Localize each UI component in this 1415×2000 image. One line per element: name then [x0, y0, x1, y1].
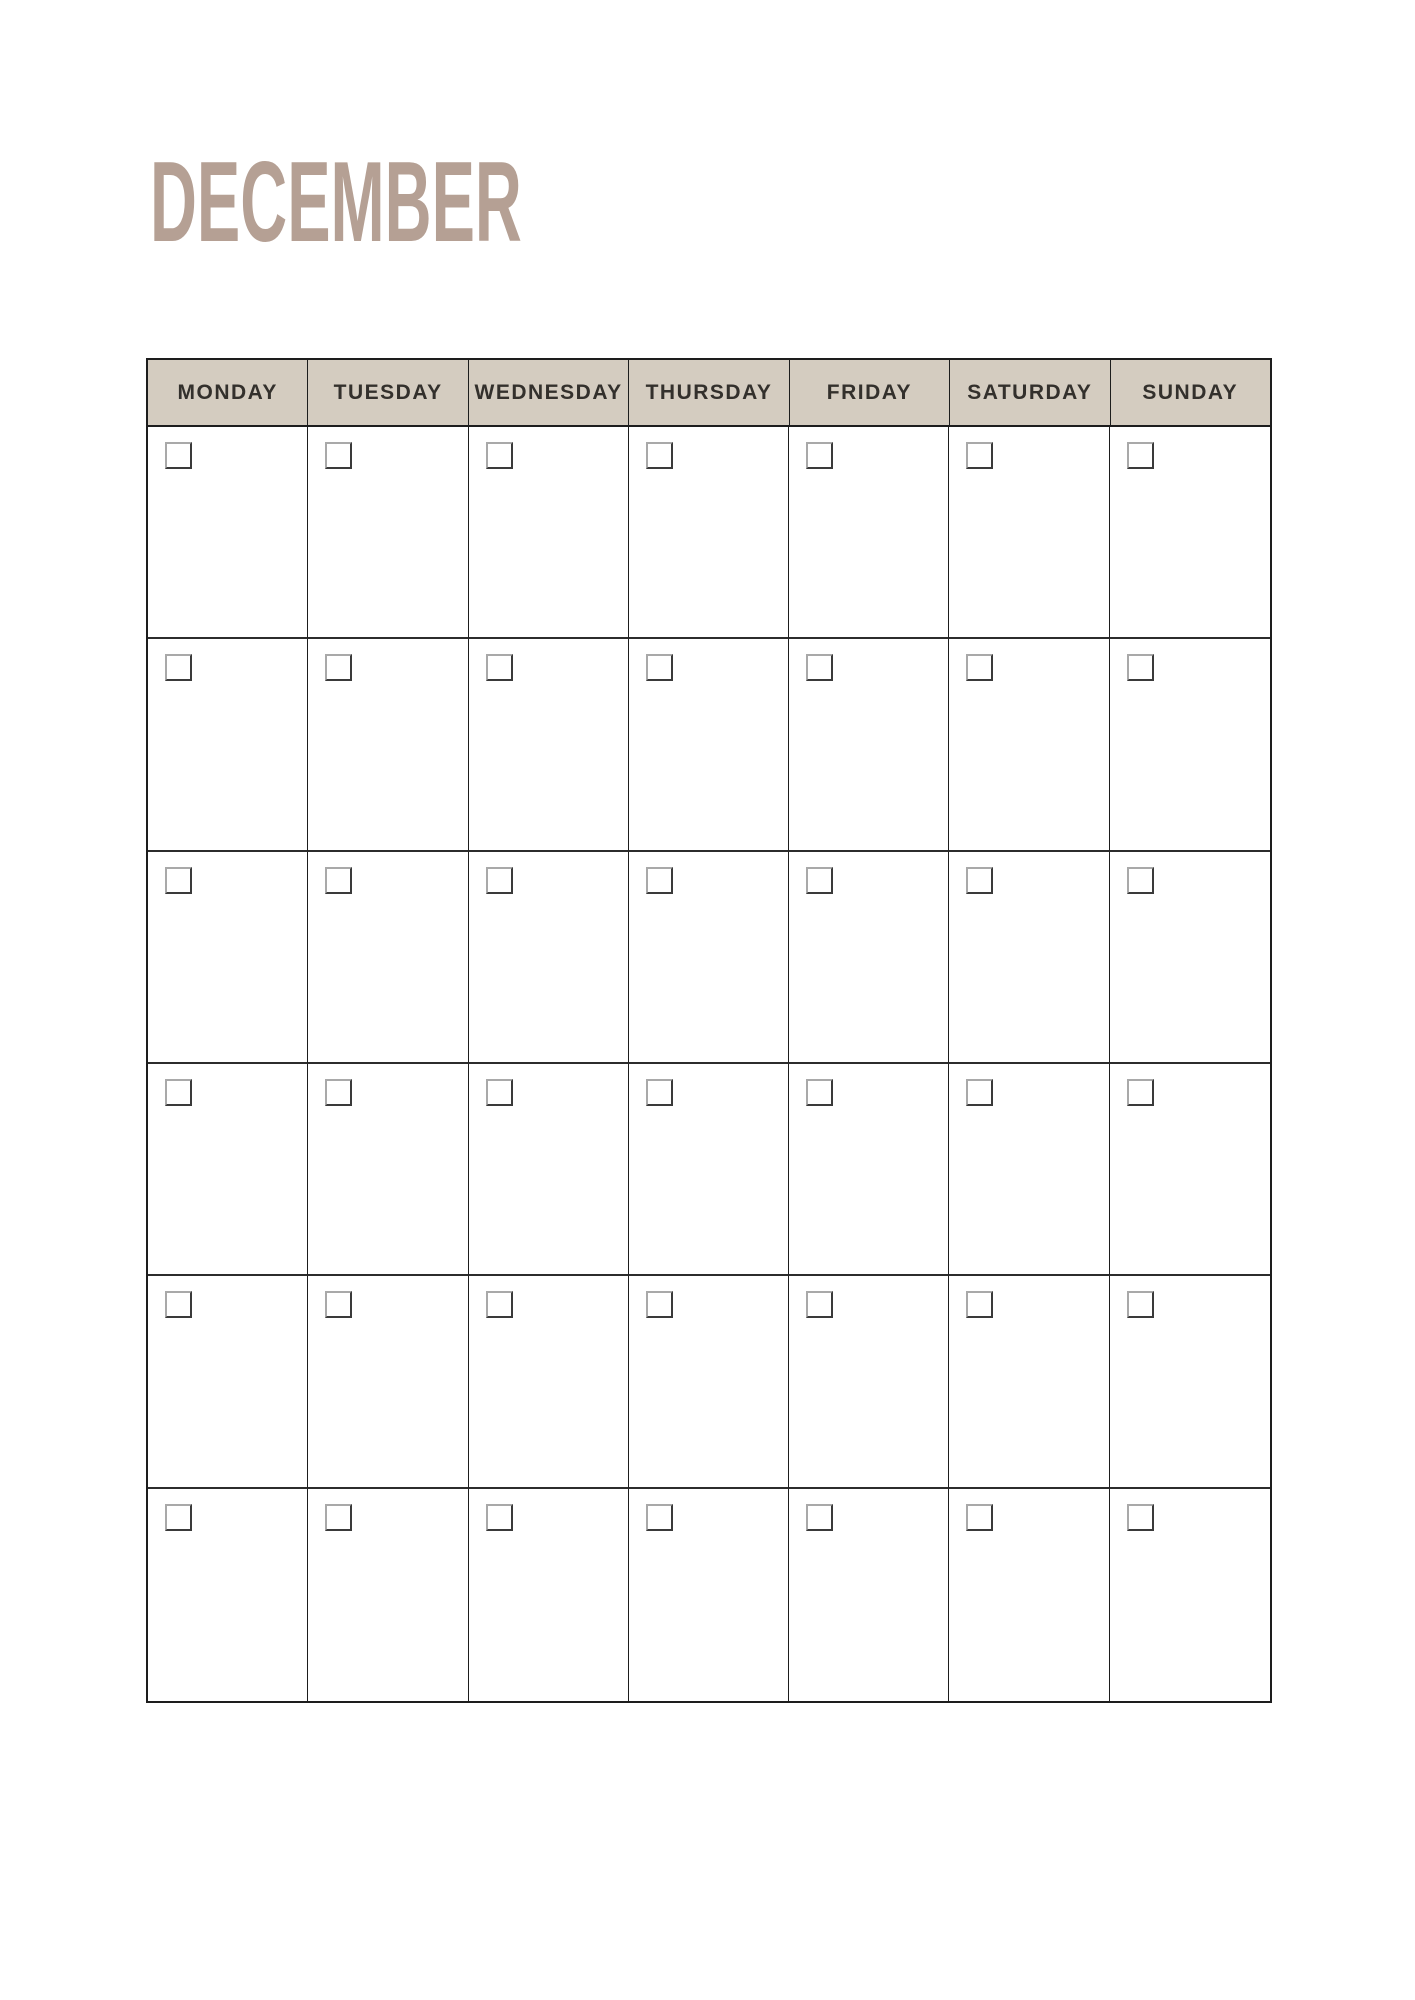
calendar-cell[interactable] [949, 639, 1109, 851]
day-checkbox[interactable] [325, 1291, 352, 1318]
calendar-cell[interactable] [308, 1064, 468, 1276]
calendar-cell[interactable] [308, 1489, 468, 1701]
calendar-cell[interactable] [148, 1064, 308, 1276]
calendar-cell[interactable] [308, 1276, 468, 1488]
calendar-cell[interactable] [949, 427, 1109, 639]
day-checkbox[interactable] [165, 654, 192, 681]
day-checkbox[interactable] [165, 867, 192, 894]
day-checkbox[interactable] [486, 654, 513, 681]
day-checkbox[interactable] [646, 442, 673, 469]
calendar-cell[interactable] [1110, 1064, 1270, 1276]
calendar-cell[interactable] [789, 427, 949, 639]
calendar-cell[interactable] [629, 1064, 789, 1276]
calendar-cell[interactable] [308, 852, 468, 1064]
calendar-cell[interactable] [1110, 1489, 1270, 1701]
calendar-cell[interactable] [949, 1489, 1109, 1701]
day-checkbox[interactable] [646, 1291, 673, 1318]
day-checkbox[interactable] [966, 442, 993, 469]
day-checkbox[interactable] [165, 1291, 192, 1318]
day-header-monday: MONDAY [148, 360, 308, 425]
day-checkbox[interactable] [1127, 1291, 1154, 1318]
day-checkbox[interactable] [325, 1504, 352, 1531]
day-checkbox[interactable] [966, 654, 993, 681]
day-checkbox[interactable] [646, 1504, 673, 1531]
calendar-cell[interactable] [469, 1489, 629, 1701]
day-checkbox[interactable] [1127, 654, 1154, 681]
day-checkbox[interactable] [165, 1079, 192, 1106]
calendar-cell[interactable] [949, 852, 1109, 1064]
day-header-tuesday: TUESDAY [308, 360, 468, 425]
day-checkbox[interactable] [806, 1079, 833, 1106]
calendar-cell[interactable] [1110, 1276, 1270, 1488]
calendar-cell[interactable] [469, 852, 629, 1064]
day-checkbox[interactable] [806, 1291, 833, 1318]
day-checkbox[interactable] [486, 1291, 513, 1318]
day-checkbox[interactable] [1127, 1504, 1154, 1531]
day-checkbox[interactable] [646, 1079, 673, 1106]
calendar-cell[interactable] [148, 1276, 308, 1488]
day-checkbox[interactable] [966, 1291, 993, 1318]
calendar-cell[interactable] [629, 1276, 789, 1488]
calendar-cell[interactable] [629, 639, 789, 851]
calendar-cell[interactable] [148, 639, 308, 851]
day-checkbox[interactable] [806, 867, 833, 894]
calendar-cell[interactable] [308, 427, 468, 639]
calendar-cell[interactable] [949, 1276, 1109, 1488]
calendar-cell[interactable] [1110, 427, 1270, 639]
day-checkbox[interactable] [966, 867, 993, 894]
calendar-body [148, 427, 1270, 1701]
day-checkbox[interactable] [1127, 867, 1154, 894]
calendar-cell[interactable] [789, 852, 949, 1064]
calendar-cell[interactable] [629, 852, 789, 1064]
day-header-saturday: SATURDAY [950, 360, 1110, 425]
day-checkbox[interactable] [806, 1504, 833, 1531]
day-header-thursday: THURSDAY [629, 360, 789, 425]
day-checkbox[interactable] [486, 1079, 513, 1106]
day-checkbox[interactable] [486, 1504, 513, 1531]
calendar-cell[interactable] [629, 427, 789, 639]
day-checkbox[interactable] [806, 654, 833, 681]
calendar-cell[interactable] [1110, 639, 1270, 851]
day-checkbox[interactable] [325, 1079, 352, 1106]
calendar-cell[interactable] [789, 1276, 949, 1488]
day-checkbox[interactable] [1127, 1079, 1154, 1106]
calendar-cell[interactable] [1110, 852, 1270, 1064]
day-header-sunday: SUNDAY [1142, 380, 1239, 404]
day-header-friday: FRIDAY [790, 360, 950, 425]
day-checkbox[interactable] [646, 654, 673, 681]
day-checkbox[interactable] [325, 867, 352, 894]
calendar-cell[interactable] [469, 427, 629, 639]
calendar-cell[interactable] [629, 1489, 789, 1701]
calendar-cell[interactable] [789, 1064, 949, 1276]
calendar-header-row [148, 360, 1270, 427]
calendar-cell[interactable] [469, 639, 629, 851]
day-checkbox[interactable] [325, 442, 352, 469]
calendar-cell[interactable] [949, 1064, 1109, 1276]
calendar-cell[interactable] [469, 1276, 629, 1488]
calendar-table [146, 358, 1272, 1703]
day-checkbox[interactable] [325, 654, 352, 681]
day-checkbox[interactable] [646, 867, 673, 894]
calendar-cell[interactable] [148, 1489, 308, 1701]
day-checkbox[interactable] [1127, 442, 1154, 469]
calendar-cell[interactable] [148, 427, 308, 639]
day-checkbox[interactable] [486, 867, 513, 894]
calendar-cell[interactable] [148, 852, 308, 1064]
day-checkbox[interactable] [486, 442, 513, 469]
day-checkbox[interactable] [165, 1504, 192, 1531]
calendar-cell[interactable] [308, 639, 468, 851]
calendar-cell[interactable] [789, 1489, 949, 1701]
day-checkbox[interactable] [806, 442, 833, 469]
day-checkbox[interactable] [966, 1504, 993, 1531]
page-title: DECEMBER [150, 139, 522, 266]
calendar-cell[interactable] [469, 1064, 629, 1276]
day-checkbox[interactable] [966, 1079, 993, 1106]
day-checkbox[interactable] [165, 442, 192, 469]
calendar-cell[interactable] [789, 639, 949, 851]
day-header-wednesday: WEDNESDAY [469, 360, 629, 425]
